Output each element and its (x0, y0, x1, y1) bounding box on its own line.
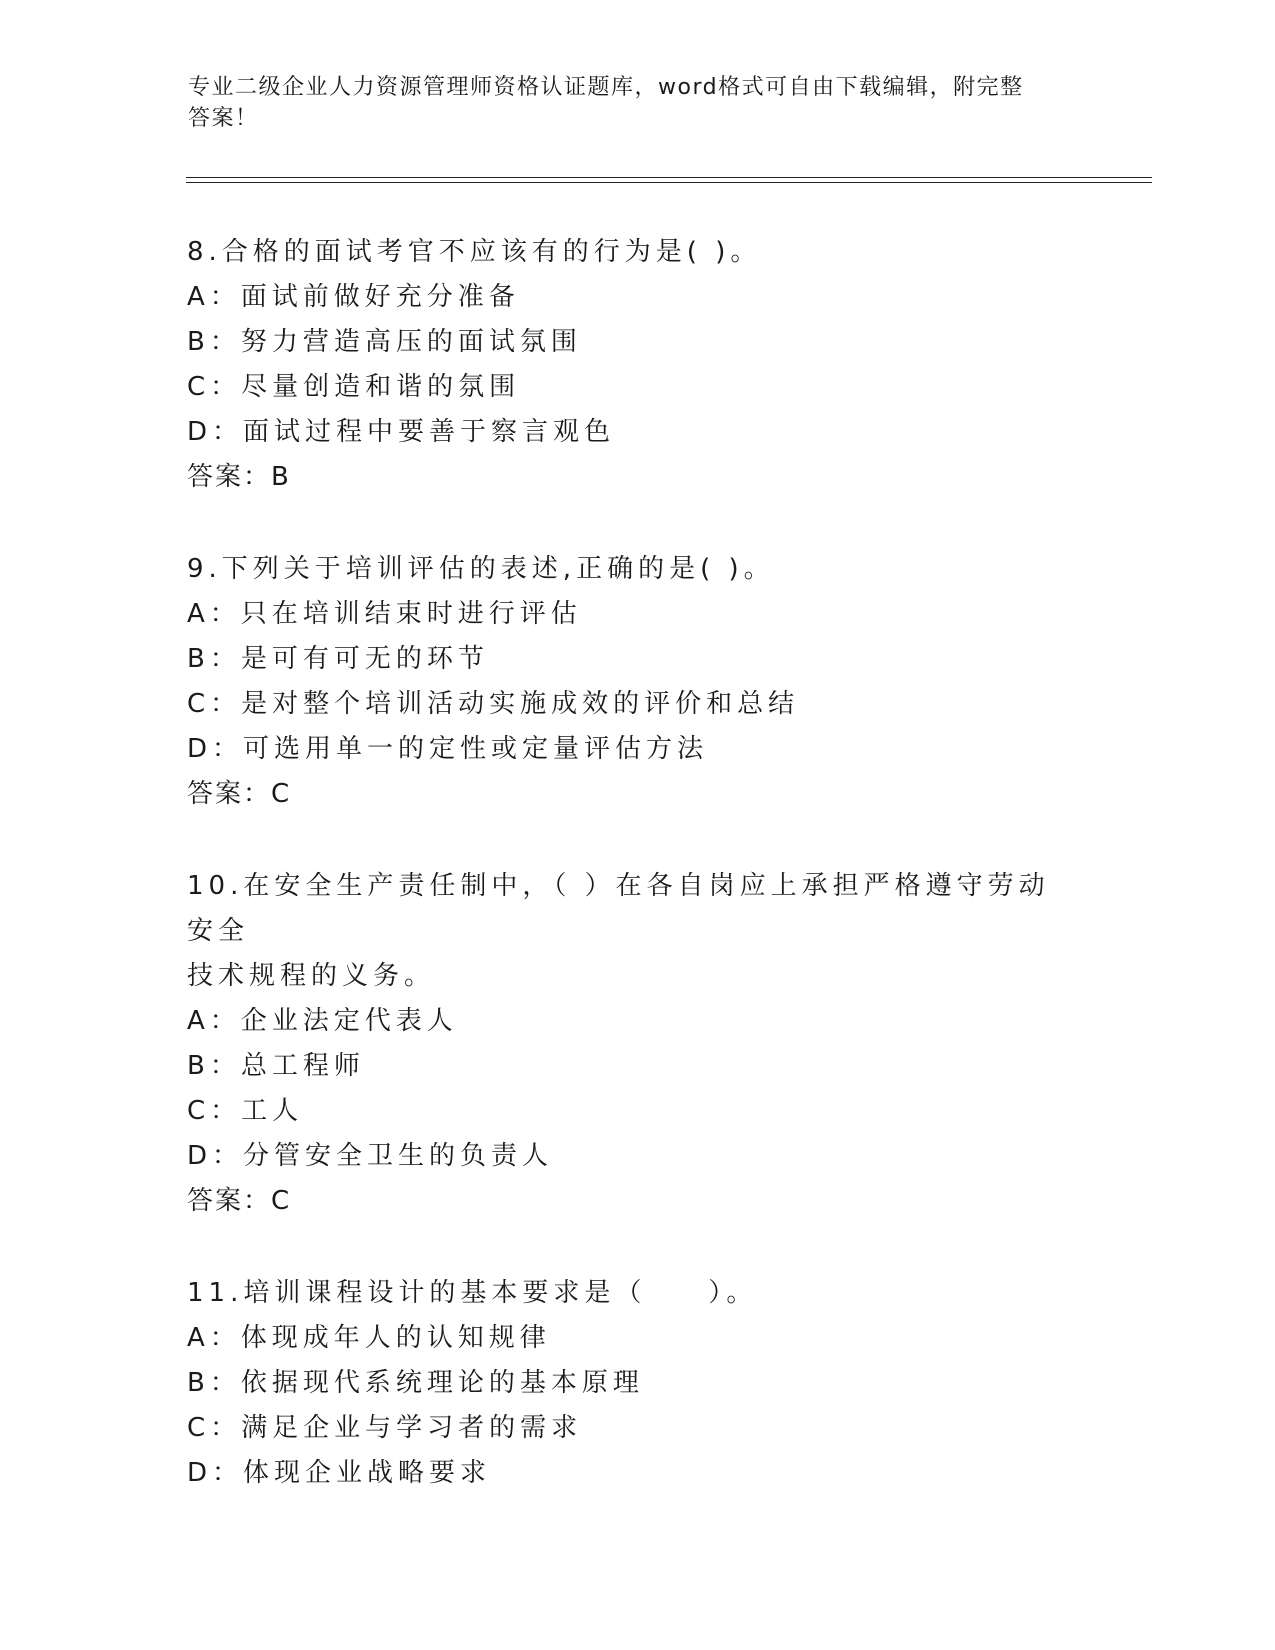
option-label: B： (187, 327, 241, 357)
option-c (187, 1406, 1067, 1451)
option-label: A： (187, 282, 241, 312)
option-label: D： (187, 1458, 244, 1488)
option-text: 是对整个培训活动实施成效的评价和总结 (241, 689, 800, 719)
option-c (187, 365, 1067, 410)
option-text: 尽量创造和谐的氛围 (241, 372, 521, 402)
option-label: C： (187, 372, 242, 402)
question-stem: 11.培训课程设计的基本要求是（ ）。 (187, 1278, 758, 1308)
option-label: D： (187, 734, 244, 764)
option-c (187, 1089, 1067, 1134)
answer-line: 答案：C (187, 1186, 292, 1216)
option-d (187, 727, 1067, 772)
option-text: 总工程师 (240, 1051, 365, 1081)
option-text: 分管安全卫生的负责人 (243, 1141, 554, 1171)
option-c (187, 682, 1067, 727)
option-text: 工人 (241, 1096, 304, 1126)
question-10 (187, 864, 1067, 1224)
option-label: C： (187, 689, 242, 719)
option-a (187, 275, 1067, 320)
option-label: B： (187, 644, 241, 674)
option-text: 是可有可无的环节 (240, 644, 489, 674)
question-stem: 9.下列关于培训评估的表述,正确的是( )。 (187, 554, 775, 584)
header-divider-bottom (186, 182, 1152, 183)
answer-line: 答案：B (187, 462, 291, 492)
option-b (187, 637, 1067, 682)
option-d (187, 410, 1067, 455)
option-text: 面试过程中要善于察言观色 (243, 417, 616, 447)
option-label: C： (187, 1413, 242, 1443)
question-stem-line-2: 技术规程的义务。 (187, 961, 436, 991)
option-a (187, 592, 1067, 637)
option-text: 满足企业与学习者的需求 (241, 1413, 583, 1443)
document-header (188, 72, 1078, 134)
option-b (187, 1044, 1067, 1089)
header-divider-top (186, 177, 1152, 178)
option-text: 依据现代系统理论的基本原理 (240, 1368, 644, 1398)
option-label: C： (187, 1096, 242, 1126)
option-label: A： (187, 1006, 241, 1036)
option-label: A： (187, 599, 241, 629)
option-b (187, 1361, 1067, 1406)
question-8 (187, 230, 1067, 500)
option-text: 企业法定代表人 (240, 1006, 458, 1036)
option-d (187, 1451, 1067, 1496)
option-text: 体现成年人的认知规律 (240, 1323, 551, 1353)
option-b (187, 320, 1067, 365)
option-d (187, 1134, 1067, 1179)
question-stem-line-1: 10.在安全生产责任制中，（ ）在各自岗应上承担严格遵守劳动安全 (187, 871, 1050, 946)
option-text: 只在培训结束时进行评估 (240, 599, 582, 629)
option-label: B： (187, 1368, 241, 1398)
option-label: B： (187, 1051, 241, 1081)
header-line-2: 答案！ (188, 106, 259, 131)
option-text: 体现企业战略要求 (243, 1458, 492, 1488)
question-stem: 8.合格的面试考官不应该有的行为是( )。 (187, 237, 762, 267)
option-label: D： (187, 417, 244, 447)
option-text: 努力营造高压的面试氛围 (240, 327, 582, 357)
option-a (187, 1316, 1067, 1361)
option-text: 可选用单一的定性或定量评估方法 (243, 734, 709, 764)
option-text: 面试前做好充分准备 (240, 282, 520, 312)
question-9 (187, 547, 1067, 817)
option-label: A： (187, 1323, 241, 1353)
option-label: D： (187, 1141, 244, 1171)
question-list (187, 230, 1067, 1496)
answer-line: 答案：C (187, 779, 292, 809)
question-11 (187, 1271, 1067, 1496)
option-a (187, 999, 1067, 1044)
header-line-1: 专业二级企业人力资源管理师资格认证题库，word格式可自由下载编辑，附完整 (188, 75, 1024, 100)
